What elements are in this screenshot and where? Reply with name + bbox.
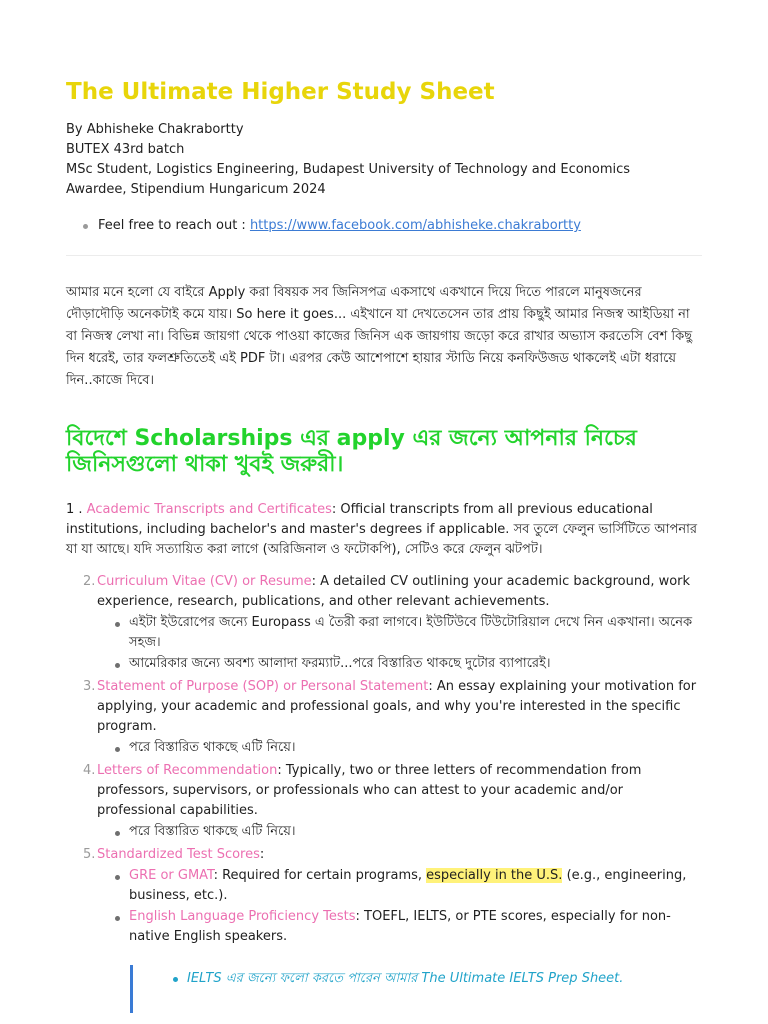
gre-text-after: (e.g., engineering, business, etc.). (129, 868, 687, 903)
author-info (66, 120, 702, 200)
list-item-recommendation (66, 761, 702, 842)
item-text: : An essay explaining your motivation for applying, your academic and professional goals, and why you're interested in the specific program. (97, 679, 697, 734)
sub-list (97, 613, 702, 674)
facebook-link[interactable]: https://www.facebook.com/abhisheke.chakrabortty (249, 218, 581, 233)
item-text: : (259, 847, 265, 862)
item-number: 2. (83, 574, 96, 589)
sub-item: এইটা ইউরোপের জন্যে Europass এ তৈরী করা লাগবে। ইউটিউবে টিউটোরিয়াল দেখে নিন একখানা। অনেক সহজ। (97, 613, 702, 653)
list-item-cv (66, 572, 702, 674)
blockquote (130, 965, 702, 1013)
item-label: Statement of Purpose (SOP) or Personal Statement (97, 679, 429, 694)
intro-paragraph: আমার মনে হলো যে বাইরে Apply করা বিষয়ক সব জিনিসপত্র একসাথে একখানে দিয়ে দিতে পারলে মানুষজনের দৌড়াদৌড়ি অনেকটাই কমে যায়। So here it goes... এইখানে যা দেখতেসেন তার প্রায় কিছুই আমার নিজস্ব আইডিয়া না বা নিজস্ব লেখা না। বিভিন্ন জায়গা থেকে পাওয়া কাজের জিনিস এক জায়গায় জড়ো করে রাখার অভ্যাস করতেসি বেশ কিছু দিন ধরেই, তার ফলশ্রুতিতেই এই PDF টা। এরপর কেউ আশেপাশে হায়ার স্টাডি নিয়ে কনফিউজড থাকলেই এটা ধরায়ে দিন..কাজে দিবে। (66, 285, 693, 388)
item-number: 5. (83, 847, 96, 862)
item-label: Standardized Test Scores (97, 847, 260, 862)
section-heading: বিদেশে Scholarships এর apply এর জন্যে আপনার নিচের জিনিসগুলো থাকা খুবই জরুরী। (66, 426, 637, 477)
quote-item (133, 969, 702, 989)
author-batch: BUTEX 43rd batch (66, 142, 185, 157)
item-label: Letters of Recommendation (97, 763, 278, 778)
highlight-text: especially in the U.S. (426, 868, 563, 883)
sub-item: পরে বিস্তারিত থাকছে এটি নিয়ে। (97, 738, 702, 758)
item-number: 3. (83, 679, 96, 694)
page-title: The Ultimate Higher Study Sheet (66, 79, 495, 105)
list-item-transcripts (66, 500, 702, 560)
ielts-sheet-link[interactable]: The Ultimate IELTS Prep Sheet. (421, 971, 624, 986)
sub-item: পরে বিস্তারিত থাকছে এটি নিয়ে। (97, 822, 702, 842)
reach-out-list (66, 216, 702, 236)
reach-out-item (66, 216, 702, 236)
divider (66, 255, 702, 256)
english-label: English Language Proficiency Tests (129, 909, 356, 924)
requirements-list (66, 572, 702, 947)
list-item-sop (66, 677, 702, 758)
item-number: 1 . (66, 502, 87, 517)
list-item-test-scores (66, 845, 702, 947)
sub-item-english (97, 907, 702, 947)
sub-list (97, 738, 702, 758)
author-program: MSc Student, Logistics Engineering, Budapest University of Technology and Economics (66, 162, 631, 177)
sub-item: আমেরিকার জন্যে অবশ্য আলাদা ফরম্যাট...পরে বিস্তারিত থাকছে দুটোর ব্যাপারেই। (97, 654, 702, 674)
item-text: : Official transcripts from all previous educational institutions, including bachelor's and master's degrees if applicable. সব তুলে ফেলুন ভার্সিটিতে আপনার যা যা আছে। যদি সত্যায়িত করা লাগে (অরিজিনাল ও ফটোকপি), সেটিও করে ফেলুন ঝটপট। (66, 502, 698, 557)
english-text: : TOEFL, IELTS, or PTE scores, especially for non-native English speakers. (129, 909, 671, 944)
reach-out-label: Feel free to reach out : (98, 218, 250, 233)
author-award: Awardee, Stipendium Hungaricum 2024 (66, 182, 326, 197)
quote-text: IELTS এর জন্যে ফলো করতে পারেন আমার (187, 971, 422, 986)
gre-label: GRE or GMAT (129, 868, 214, 883)
quote-list (133, 969, 702, 989)
item-text: : A detailed CV outlining your academic background, work experience, research, publications, and other relevant achievements. (97, 574, 691, 609)
author-byline: By Abhisheke Chakrabortty (66, 122, 244, 137)
sub-item-gre (97, 866, 702, 906)
gre-text-before: : Required for certain programs, (213, 868, 427, 883)
item-text: : Typically, two or three letters of recommendation from professors, supervisors, or professionals who can attest to your academic and/or professional capabilities. (97, 763, 642, 818)
sub-list (97, 866, 702, 947)
item-label: Curriculum Vitae (CV) or Resume (97, 574, 312, 589)
item-label: Academic Transcripts and Certificates (86, 502, 332, 517)
item-number: 4. (83, 763, 96, 778)
sub-list (97, 822, 702, 842)
